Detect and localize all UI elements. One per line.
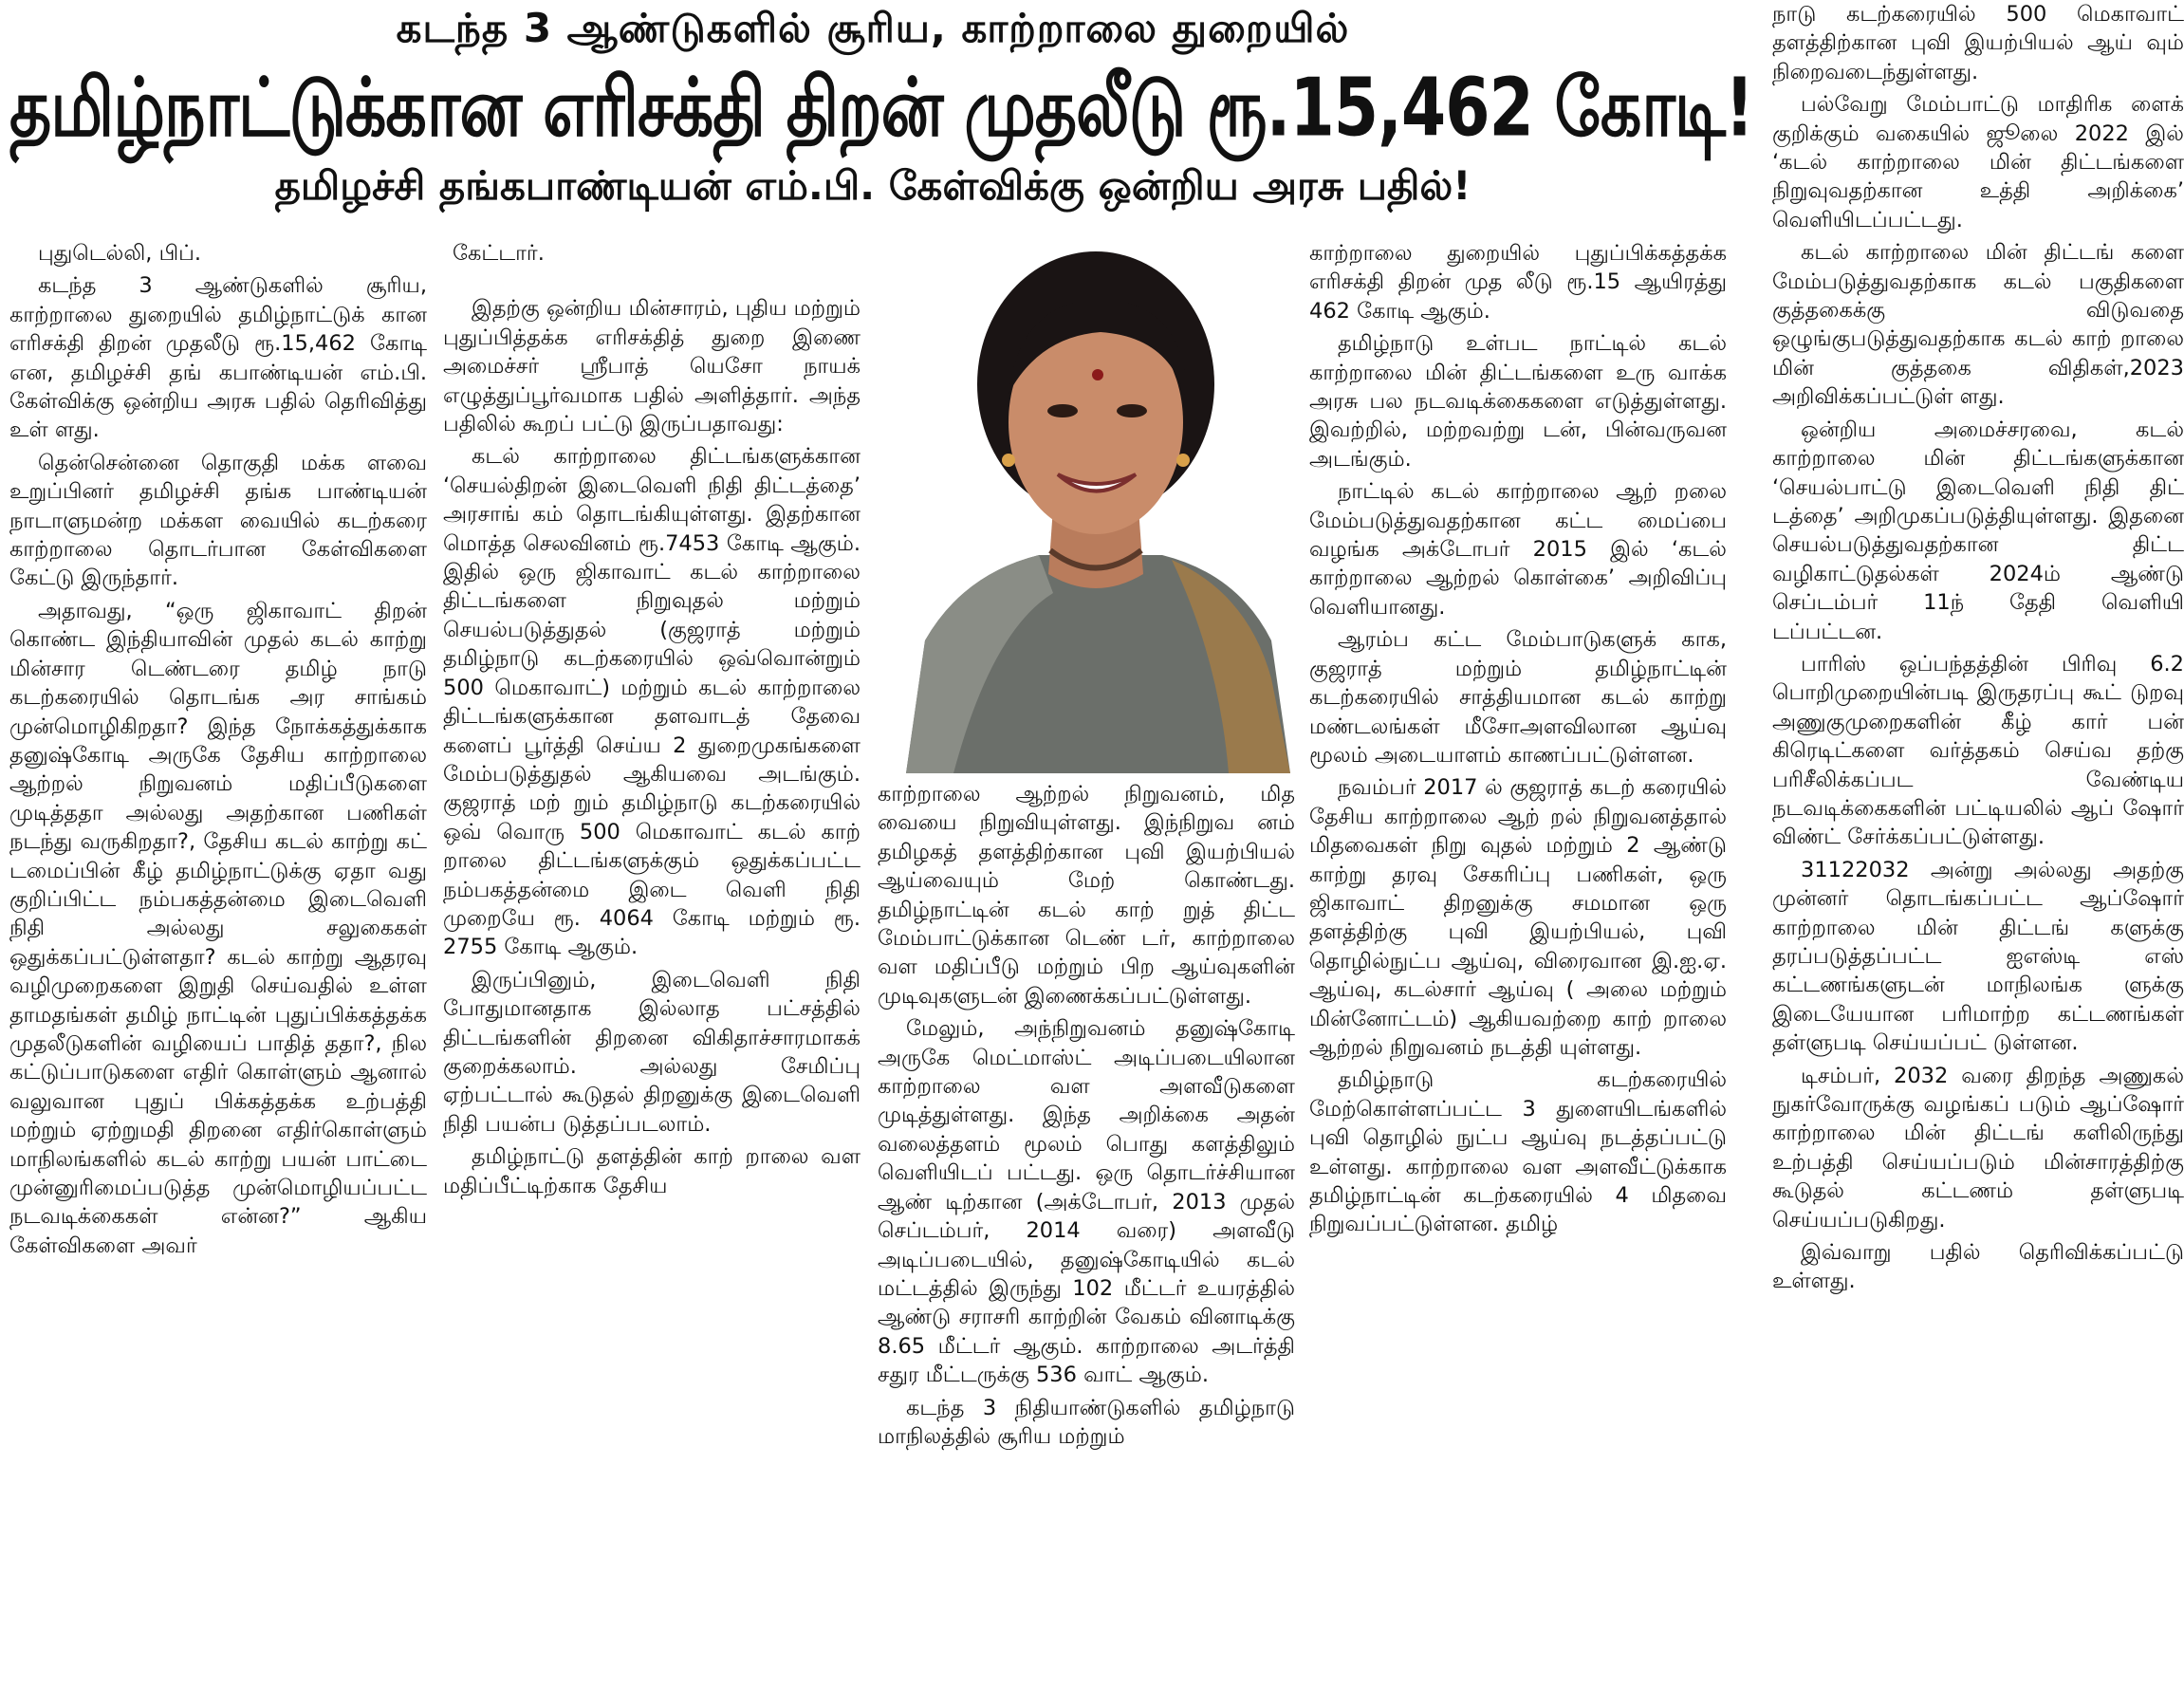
- paragraph: கடல் காற்றாலை மின் திட்டங் களை மேம்படுத்துவதற்காக கடல் பகுதிகளை குத்தகைக்கு விடுவதை ஒழுங்குபடுத்துவதற்காக கடல் காற் றாலை மின் குத்தகை விதிகள்,2023 அறிவிக்கப்பட்டுள் ளது.: [1772, 240, 2184, 410]
- paragraph: கடல் காற்றாலை திட்டங்களுக்கான ‘செயல்திறன் இடைவெளி நிதி திட்டத்தை’ அரசாங் கம் தொடங்கியுள்ளது. இதற்கான மொத்த செலவினம் ரூ.7453 கோடி ஆகும். இதில் ஒரு ஜிகாவாட் கடல் காற்றாலை திட்டங்களை நிறுவுதல் மற்றும் செயல்படுத்துதல் (குஜராத் மற்றும் தமிழ்நாடு கடற்கரையில் ஒவ்வொன்றும் 500 மெகாவாட்) மற்றும் கடல் காற்றாலை திட்டங்களுக்கான தளவாடத் தேவை களைப் பூர்த்தி செய்ய 2 துறைமுகங்களை மேம்படுத்துதல் ஆகியவை அடங்கும். குஜராத் மற் றும் தமிழ்நாடு கடற்கரையில் ஒவ் வொரு 500 மெகாவாட் கடல் காற் றாலை திட்டங்களுக்கும் ஒதுக்கப்பட்ட நம்பகத்தன்மை இடை வெளி நிதி முறையே ரூ. 4064 கோடி மற்றும் ரூ. 2755 கோடி ஆகும்.: [443, 444, 861, 960]
- paragraph: கடந்த 3 ஆண்டுகளில் சூரிய, காற்றாலை துறையில் தமிழ்நாட்டுக் கான எரிசக்தி திறன் முதலீடு ரூ.15,462 கோடி என, தமிழச்சி தங் கபாண்டியன் எம்.பி. கேள்விக்கு ஒன்றிய அரசு பதில் தெரிவித்து உள் ளது.: [9, 273, 427, 443]
- dateline: புதுடெல்லி, பிப்.: [38, 241, 201, 266]
- paragraph: தமிழ்நாடு உள்பட நாட்டில் கடல் காற்றாலை மின் திட்டங்களை உரு வாக்க அரசு பல நடவடிக்கைகளை எடுத்துள்ளது. இவற்றில், மற்றவற்று டன், பின்வருவன அடங்கும்.: [1309, 331, 1727, 472]
- paragraph: இருப்பினும், இடைவெளி நிதி போதுமானதாக இல்லாத பட்சத்தில் திட்டங்களின் திறனை விகிதாச்சாரமாகக் குறைக்கலாம். அல்லது சேமிப்பு ஏற்பட்டால் கூடுதல் திறனுக்கு இடைவெளி நிதி பயன்ப டுத்தப்படலாம்.: [443, 967, 861, 1137]
- paragraph: அதாவது, “ஒரு ஜிகாவாட் திறன் கொண்ட இந்தியாவின் முதல் கடல் காற்று மின்சார டெண்டரை தமிழ் நாடு கடற்கரையில் தொடங்க அர சாங்கம் முன்மொழிகிறதா? இந்த நோக்கத்துக்காக தனுஷ்கோடி அருகே தேசிய காற்றாலை ஆற்றல் நிறுவனம் மதிப்பீடுகளை முடித்ததா அல்லது அதற்கான பணிகள் நடந்து வருகிறதா?, தேசிய கடல் காற்று கட் டமைப்பின் கீழ் தமிழ்நாட்டுக்கு ஏதா வது குறிப்பிட்ட நம்பகத்தன்மை இடைவெளி நிதி அல்லது சலுகைகள் ஒதுக்கப்பட்டுள்ளதா? கடல் காற்று ஆதரவு வழிமுறைகளை இறுதி செய்வதில் உள்ள தாமதங்கள் தமிழ் நாட்டின் புதுப்பிக்கத்தக்க முதலீடுகளின் வழியைப் பாதித் ததா?, நில கட்டுப்பாடுகளை எதிர் கொள்ளும் ஆனால் வலுவான புதுப் பிக்கத்தக்க உற்பத்தி மற்றும் ஏற்றுமதி திறனை எதிர்கொள்ளும் மாநிலங்களில் கடல் காற்று பயன் பாட்டை முன்னுரிமைப்படுத்த முன்மொழியப்பட்ட நடவடிக்கைகள் என்ன?” ஆகிய கேள்விகளை அவர்: [9, 598, 427, 1258]
- paragraph: ஒன்றிய அமைச்சரவை, கடல் காற்றாலை மின் திட்டங்களுக்கான ‘செயல்பாட்டு இடைவெளி நிதி திட் டத்தை’ அறிமுகப்படுத்தியுள்ளது. இதனை செயல்படுத்துவதற்கான திட்ட வழிகாட்டுதல்கள் 2024ம் ஆண்டு செப்டம்பர் 11ந் தேதி வெளியி டப்பட்டன.: [1772, 417, 2184, 644]
- paragraph: காற்றாலை துறையில் புதுப்பிக்கத்தக்க எரிசக்தி திறன் முத லீடு ரூ.15 ஆயிரத்து 462 கோடி ஆகும்.: [1309, 241, 1727, 324]
- paragraph: டிசம்பர், 2032 வரை திறந்த அணுகல் நுகர்வோருக்கு வழங்கப் படும் ஆப்ஷோர் காற்றாலை மின் திட்டங் களிலிருந்து உற்பத்தி செய்யப்படும் மின்சாரத்திற்கு கூடுதல் கட்டணம் தள்ளுபடி செய்யப்படுகிறது.: [1772, 1063, 2184, 1233]
- paragraph: பாரிஸ் ஒப்பந்தத்தின் பிரிவு 6.2 பொறிமுறையின்படி இருதரப்பு கூட் டுறவு அணுகுமுறைகளின் கீழ் கார் பன் கிரெடிட்களை வர்த்தகம் செய்வ தற்கு பரிசீலிக்கப்பட வேண்டிய நடவடிக்கைகளின் பட்டியலில் ஆப் ஷோர் விண்ட் சேர்க்கப்பட்டுள்ளது.: [1772, 651, 2184, 850]
- portrait-illustration: [887, 232, 1309, 773]
- paragraph: ஆரம்ப கட்ட மேம்பாடுகளுக் காக, குஜராத் மற்றும் தமிழ்நாட்டின் கடற்கரையில் சாத்தியமான கடல் காற்று மண்டலங்கள் மீசோஅளவிலான ஆய்வு மூலம் அடையாளம் காணப்பட்டுள்ளன.: [1309, 627, 1727, 768]
- paragraph: இவ்வாறு பதில் தெரிவிக்கப்பட்டு உள்ளது.: [1772, 1240, 2184, 1294]
- paragraph: தமிழ்நாடு கடற்கரையில் மேற்கொள்ளப்பட்ட 3 துளையிடங்களில் புவி தொழில் நுட்ப ஆய்வு நடத்தப்பட்டு உள்ளது. காற்றாலை வள அளவீட்டுக்காக தமிழ்நாட்டின் கடற்கரையில் 4 மிதவை நிறுவப்பட்டுள்ளன. தமிழ்: [1309, 1067, 1727, 1237]
- paragraph: பல்வேறு மேம்பாட்டு மாதிரிக ளைக் குறிக்கும் வகையில் ஜூலை 2022 இல் ‘கடல் காற்றாலை மின் திட்டங்களை நிறுவுவதற்கான உத்தி அறிக்கை’ வெளியிடப்பட்டது.: [1772, 92, 2184, 232]
- paragraph: தென்சென்னை தொகுதி மக்க ளவை உறுப்பினர் தமிழச்சி தங்க பாண்டியன் நாடாளுமன்ற மக்கள வையில் கடற்கரை காற்றாலை தொடர்பான கேள்விகளை கேட்டு இருந்தார்.: [9, 450, 427, 591]
- paragraph: இதற்கு ஒன்றிய மின்சாரம், புதிய மற்றும் புதுப்பித்தக்க எரிசக்தித் துறை இணை அமைச்சர் ஸ்ரீபாத் யெசோ நாயக் எழுத்துப்பூர்வமாக பதில் அளித்தார். அந்த பதிலில் கூறப் பட்டு இருப்பதாவது:: [443, 296, 861, 437]
- paragraph: கேட்டார்.: [453, 241, 545, 266]
- paragraph: 31122032 அன்று அல்லது அதற்கு முன்னர் தொடங்கப்பட்ட ஆப்ஷோர் காற்றாலை மின் திட்டங் களுக்கு தரப்படுத்தப்பட்ட ஐஎஸ்டி எஸ் கட்டணங்களுடன் மாநிலங்க ளுக்கு இடையேயான பரிமாற்ற கட்டணங்கள் தள்ளுபடி செய்யப்பட் டுள்ளன.: [1772, 857, 2184, 1056]
- article-column-5: [1772, 0, 2184, 1706]
- mp-portrait-photo: [887, 232, 1309, 773]
- article-column-1: [9, 239, 427, 1700]
- paragraph: நவம்பர் 2017 ல் குஜராத் கடற் கரையில் தேசிய காற்றாலை ஆற் றல் நிறுவனத்தால் மிதவைகள் நிறு வுதல் மற்றும் 2 ஆண்டு காற்று தரவு சேகரிப்பு பணிகள், ஒரு ஜிகாவாட் திறனுக்கு சமமான ஒரு தளத்திற்கு புவி இயற்பியல், புவி தொழில்நுட்ப ஆய்வு, விரைவான இ.ஐ.ஏ. ஆய்வு, கடல்சார் ஆய்வு ( அலை மற்றும் மின்னோட்டம்) ஆகியவற்றை காற் றாலை ஆற்றல் நிறுவனம் நடத்தி யுள்ளது.: [1309, 775, 1727, 1060]
- article-column-3: [878, 780, 1295, 1700]
- paragraph: தமிழ்நாட்டு தளத்தின் காற் றாலை வள மதிப்பீட்டிற்காக தேசிய: [443, 1144, 861, 1198]
- main-headline: தமிழ்நாட்டுக்கான எரிசக்தி திறன் முதலீடு ரூ.15,462 கோடி!: [9, 62, 1753, 156]
- sub-headline: தமிழச்சி தங்கபாண்டியன் எம்.பி. கேள்விக்கு ஒன்றிய அரசு பதில்!: [274, 162, 1471, 209]
- paragraph: கடந்த 3 நிதியாண்டுகளில் தமிழ்நாடு மாநிலத்தில் சூரிய மற்றும்: [878, 1395, 1295, 1449]
- paragraph: நாட்டில் கடல் காற்றாலை ஆற் றலை மேம்படுத்துவதற்கான கட்ட மைப்பை வழங்க அக்டோபர் 2015 இல் ‘கடல் காற்றாலை ஆற்றல் கொள்கை’ அறிவிப்பு வெளியானது.: [1309, 479, 1727, 620]
- headline-block: [0, 0, 1753, 209]
- paragraph: நாடு கடற்கரையில் 500 மெகாவாட் தளத்திற்கான புவி இயற்பியல் ஆய் வும் நிறைவடைந்துள்ளது.: [1772, 2, 2184, 84]
- article-column-4: [1309, 239, 1727, 1700]
- kicker-headline: கடந்த 3 ஆண்டுகளில் சூரிய, காற்றாலை துறையில்: [396, 5, 1350, 51]
- article-column-2: [443, 239, 861, 1700]
- paragraph: காற்றாலை ஆற்றல் நிறுவனம், மித வையை நிறுவியுள்ளது. இந்நிறுவ னம் தமிழகத் தளத்திற்கான புவி இயற்பியல் ஆய்வையும் மேற் கொண்டது. தமிழ்நாட்டின் கடல் காற் றுத் திட்ட மேம்பாட்டுக்கான டெண் டர், காற்றாலை வள மதிப்பீடு மற்றும் பிற ஆய்வுகளின் முடிவுகளுடன் இணைக்கப்பட்டுள்ளது.: [878, 782, 1295, 1009]
- paragraph: மேலும், அந்நிறுவனம் தனுஷ்கோடி அருகே மெட்மாஸ்ட் அடிப்படையிலான காற்றாலை வள அளவீடுகளை முடித்துள்ளது. இந்த அறிக்கை அதன் வலைத்தளம் மூலம் பொது களத்திலும் வெளியிடப் பட்டது. ஒரு தொடர்ச்சியான ஆண் டிற்கான (அக்டோபர், 2013 முதல் செப்டம்பர், 2014 வரை) அளவீடு அடிப்படையில், தனுஷ்கோடியில் கடல் மட்டத்தில் இருந்து 102 மீட்டர் உயரத்தில் ஆண்டு சராசரி காற்றின் வேகம் வினாடிக்கு 8.65 மீட்டர் ஆகும். காற்றாலை அடர்த்தி சதுர மீட்டருக்கு 536 வாட் ஆகும்.: [878, 1016, 1295, 1388]
